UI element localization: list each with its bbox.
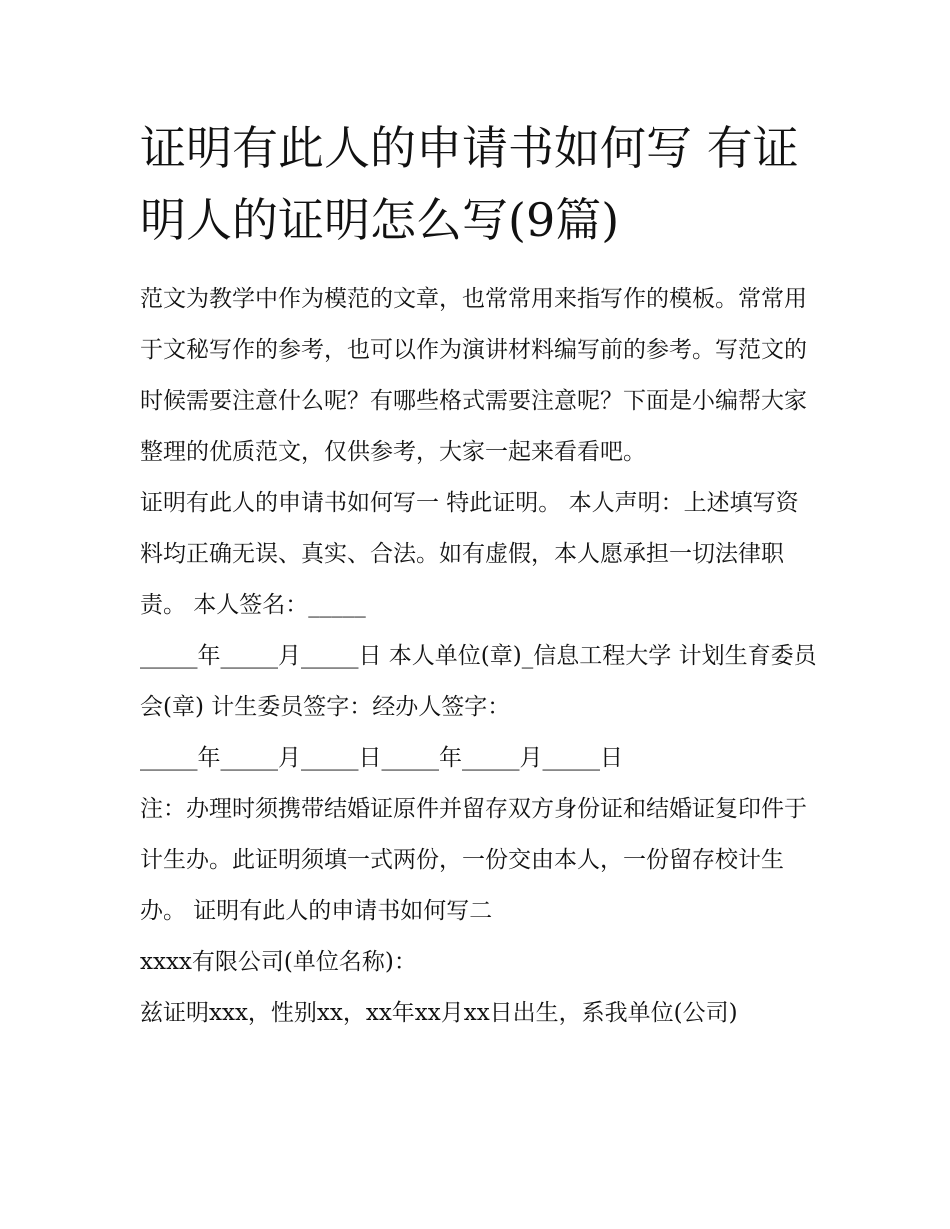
- paragraph-addressee: xxxx有限公司(单位名称)：: [140, 949, 417, 975]
- document-title: 证明有此人的申请书如何写 有证明人的证明怎么写(9篇): [140, 121, 799, 247]
- paragraph-date-blanks: _____年_____月_____日_____年_____月_____日: [140, 745, 623, 771]
- paragraph-declaration: 证明有此人的申请书如何写一 特此证明。 本人声明：上述填写资料均正确无误、真实、合法。如有虚假，本人愿承担一切法律职责。 本人签名：_____: [140, 490, 799, 618]
- document-page: [140, 112, 820, 1039]
- paragraph-note: 注：办理时须携带结婚证原件并留存双方身份证和结婚证复印件于计生办。此证明须填一式两份，一份交由本人，一份留存校计生办。 证明有此人的申请书如何写二: [140, 796, 807, 924]
- paragraph-certify: 兹证明xxx，性别xx，xx年xx月xx日出生，系我单位(公司): [140, 1000, 738, 1026]
- paragraph-intro: 范文为教学中作为模范的文章，也常常用来指写作的模板。常常用于文秘写作的参考，也可以作为演讲材料编写前的参考。写范文的时候需要注意什么呢？有哪些格式需要注意呢？下面是小编帮大家整理的优质范文，仅供参考，大家一起来看看吧。: [140, 286, 807, 465]
- document-body: [140, 274, 820, 1039]
- paragraph-signature-date: _____年_____月_____日 本人单位(章)_信息工程大学 计划生育委员会(章) 计生委员签字：经办人签字：: [140, 643, 817, 720]
